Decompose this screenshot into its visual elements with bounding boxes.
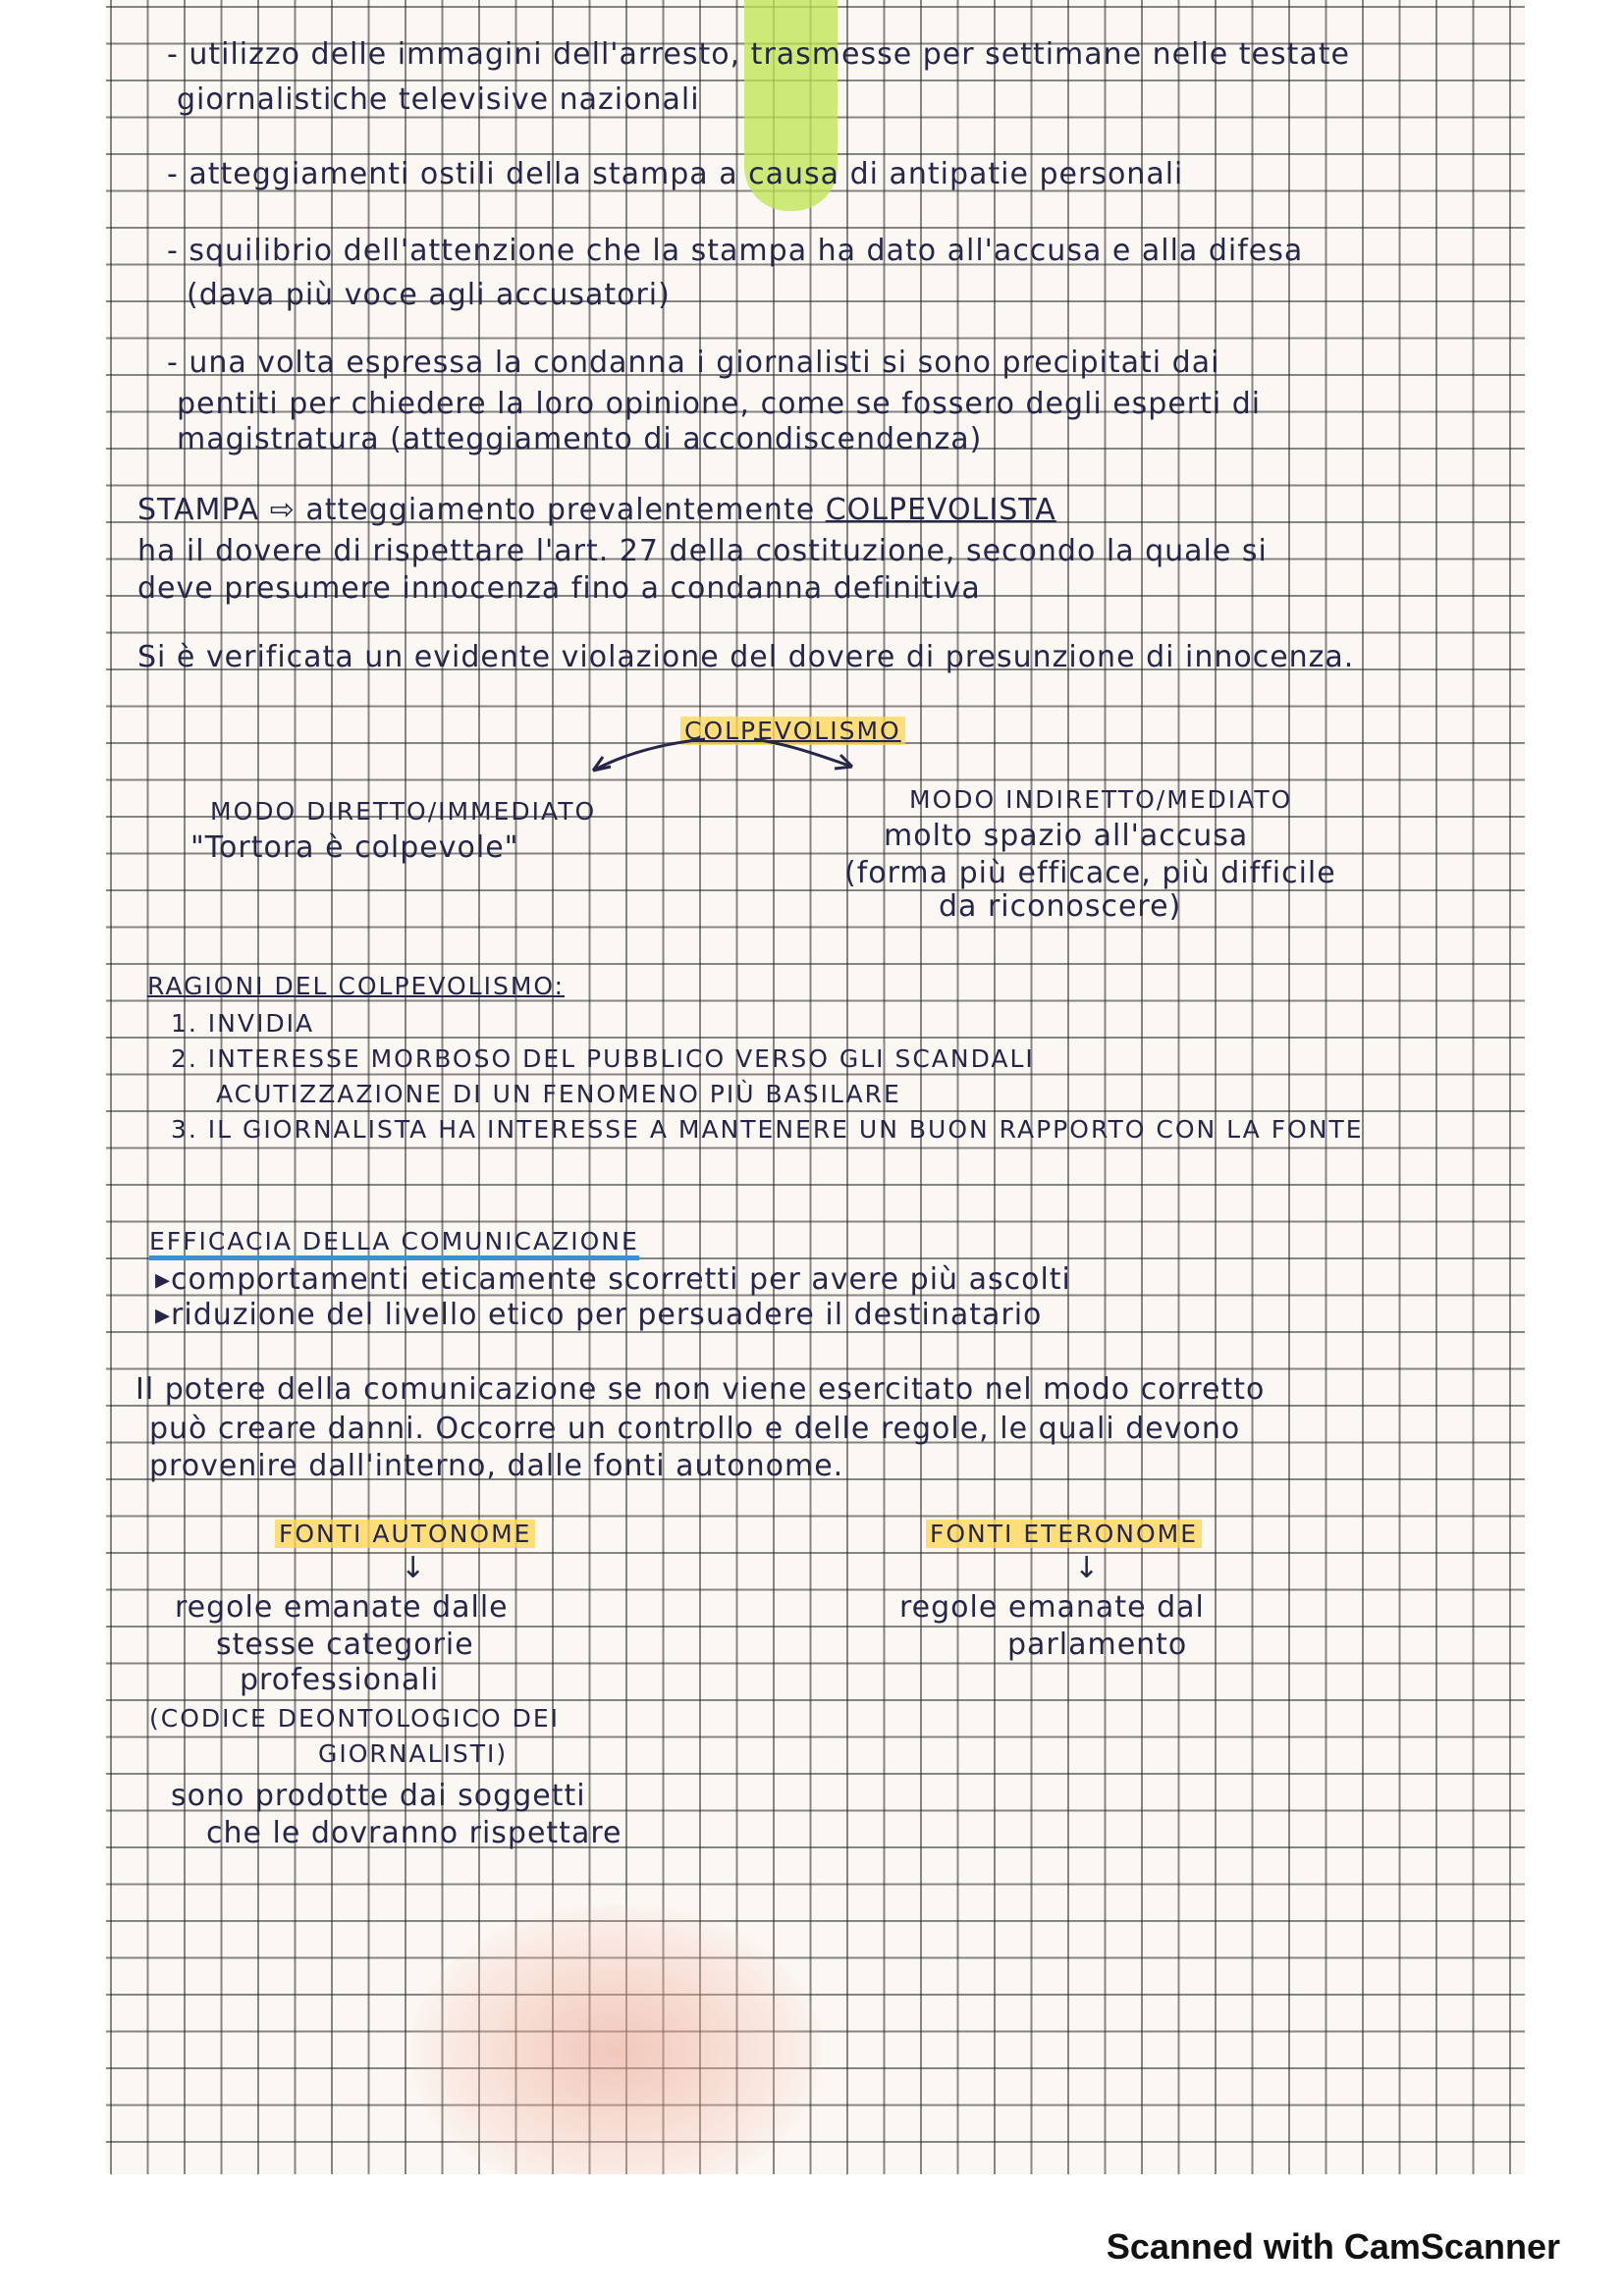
dovere-line-2: deve presumere innocenza fino a condanna definitiva — [137, 571, 981, 606]
modo-diretto-title: MODO DIRETTO/IMMEDIATO — [210, 797, 597, 826]
bullet-3-line-2: (dava più voce agli accusatori) — [187, 278, 671, 312]
ragioni-item-2-sub: ACUTIZZAZIONE DI UN FENOMENO PIÙ BASILARE — [216, 1080, 901, 1108]
fonti-autonome-line-4: (CODICE DEONTOLOGICO DEI — [149, 1704, 561, 1733]
bullet-1-line-1: - utilizzo delle immagini dell'arresto, trasmesse per settimane nelle testate — [167, 37, 1351, 72]
bullet-2: - atteggiamenti ostili della stampa a causa di antipatie personali — [167, 157, 1184, 191]
stampa-text: atteggiamento prevalentemente — [305, 493, 816, 527]
colpevolismo-label: COLPEVOLISMO — [680, 717, 905, 745]
fonti-autonome-title — [275, 1520, 535, 1548]
fonti-autonome-line-7: che le dovranno rispettare — [206, 1816, 622, 1850]
split-arrows-icon — [577, 731, 892, 790]
bullet-1-line-2: giornalistiche televisive nazionali — [177, 82, 700, 117]
fonti-autonome-line-5: GIORNALISTI) — [318, 1739, 509, 1768]
dovere-line-1: ha il dovere di rispettare l'art. 27 della costituzione, secondo la quale si — [137, 534, 1268, 568]
efficacia-item-2: ▸riduzione del livello etico per persuadere il destinatario — [155, 1298, 1043, 1332]
efficacia-para-line-2: può creare danni. Occorre un controllo e delle regole, le quali devono — [149, 1412, 1241, 1446]
fonti-eteronome-line-2: parlamento — [1007, 1628, 1188, 1662]
colpevolista-word: COLPEVOLISTA — [825, 493, 1056, 527]
modo-indiretto-line-2: (forma più efficace, più difficile — [844, 856, 1336, 890]
pink-stain — [410, 1904, 823, 2174]
ragioni-item-2: 2. INTERESSE MORBOSO DEL PUBBLICO VERSO GLI SCANDALI — [171, 1044, 1035, 1073]
ragioni-item-3: 3. IL GIORNALISTA HA INTERESSE A MANTENERE UN BUON RAPPORTO CON LA FONTE — [171, 1115, 1364, 1144]
fonti-autonome-line-6: sono prodotte dai soggetti — [171, 1779, 586, 1813]
bullet-4-line-1: - una volta espressa la condanna i giornalisti si sono precipitati dai — [167, 346, 1220, 380]
efficacia-para-line-1: Il potere della comunicazione se non viene esercitato nel modo corretto — [135, 1372, 1266, 1407]
modo-indiretto-line-3: da riconoscere) — [939, 889, 1182, 924]
efficacia-title — [149, 1227, 639, 1255]
down-arrow-right-icon: ↓ — [1074, 1551, 1101, 1585]
modo-diretto-quote: "Tortora è colpevole" — [190, 830, 519, 865]
stampa-label: STAMPA — [137, 493, 260, 527]
scanner-watermark: Scanned with CamScanner — [1106, 2226, 1560, 2267]
efficacia-item-1: ▸comportamenti eticamente scorretti per avere più ascolti — [155, 1262, 1071, 1297]
ragioni-title: RAGIONI DEL COLPEVOLISMO: — [147, 972, 566, 1000]
fonti-autonome-label: FONTI AUTONOME — [275, 1520, 535, 1548]
efficacia-para-line-3: provenire dall'interno, dalle fonti autonome. — [149, 1449, 844, 1483]
bullet-4-line-3: magistratura (atteggiamento di accondiscendenza) — [177, 422, 983, 456]
fonti-autonome-line-3: professionali — [240, 1663, 440, 1697]
fonti-eteronome-label: FONTI ETERONOME — [926, 1520, 1202, 1548]
bullet-4-line-2: pentiti per chiedere la loro opinione, come se fossero degli esperti di — [177, 387, 1262, 421]
fonti-eteronome-title — [926, 1520, 1202, 1548]
violazione-line: Si è verificata un evidente violazione del dovere di presunzione di innocenza. — [137, 640, 1355, 674]
graph-paper-sheet — [106, 0, 1525, 2174]
fonti-autonome-line-2: stesse categorie — [216, 1628, 474, 1662]
modo-indiretto-line-1: molto spazio all'accusa — [884, 819, 1249, 853]
fonti-eteronome-line-1: regole emanate dal — [899, 1590, 1205, 1625]
ragioni-item-1: 1. INVIDIA — [171, 1009, 315, 1038]
stampa-line — [137, 493, 1056, 527]
fonti-autonome-line-1: regole emanate dalle — [175, 1590, 509, 1625]
bullet-3-line-1: - squilibrio dell'attenzione che la stampa ha dato all'accusa e alla difesa — [167, 234, 1304, 268]
down-arrow-left-icon: ↓ — [401, 1551, 427, 1585]
modo-indiretto-title: MODO INDIRETTO/MEDIATO — [909, 785, 1293, 814]
stampa-arrow-icon: ⇨ — [269, 493, 296, 527]
efficacia-title-text: EFFICACIA DELLA COMUNICAZIONE — [149, 1227, 639, 1260]
